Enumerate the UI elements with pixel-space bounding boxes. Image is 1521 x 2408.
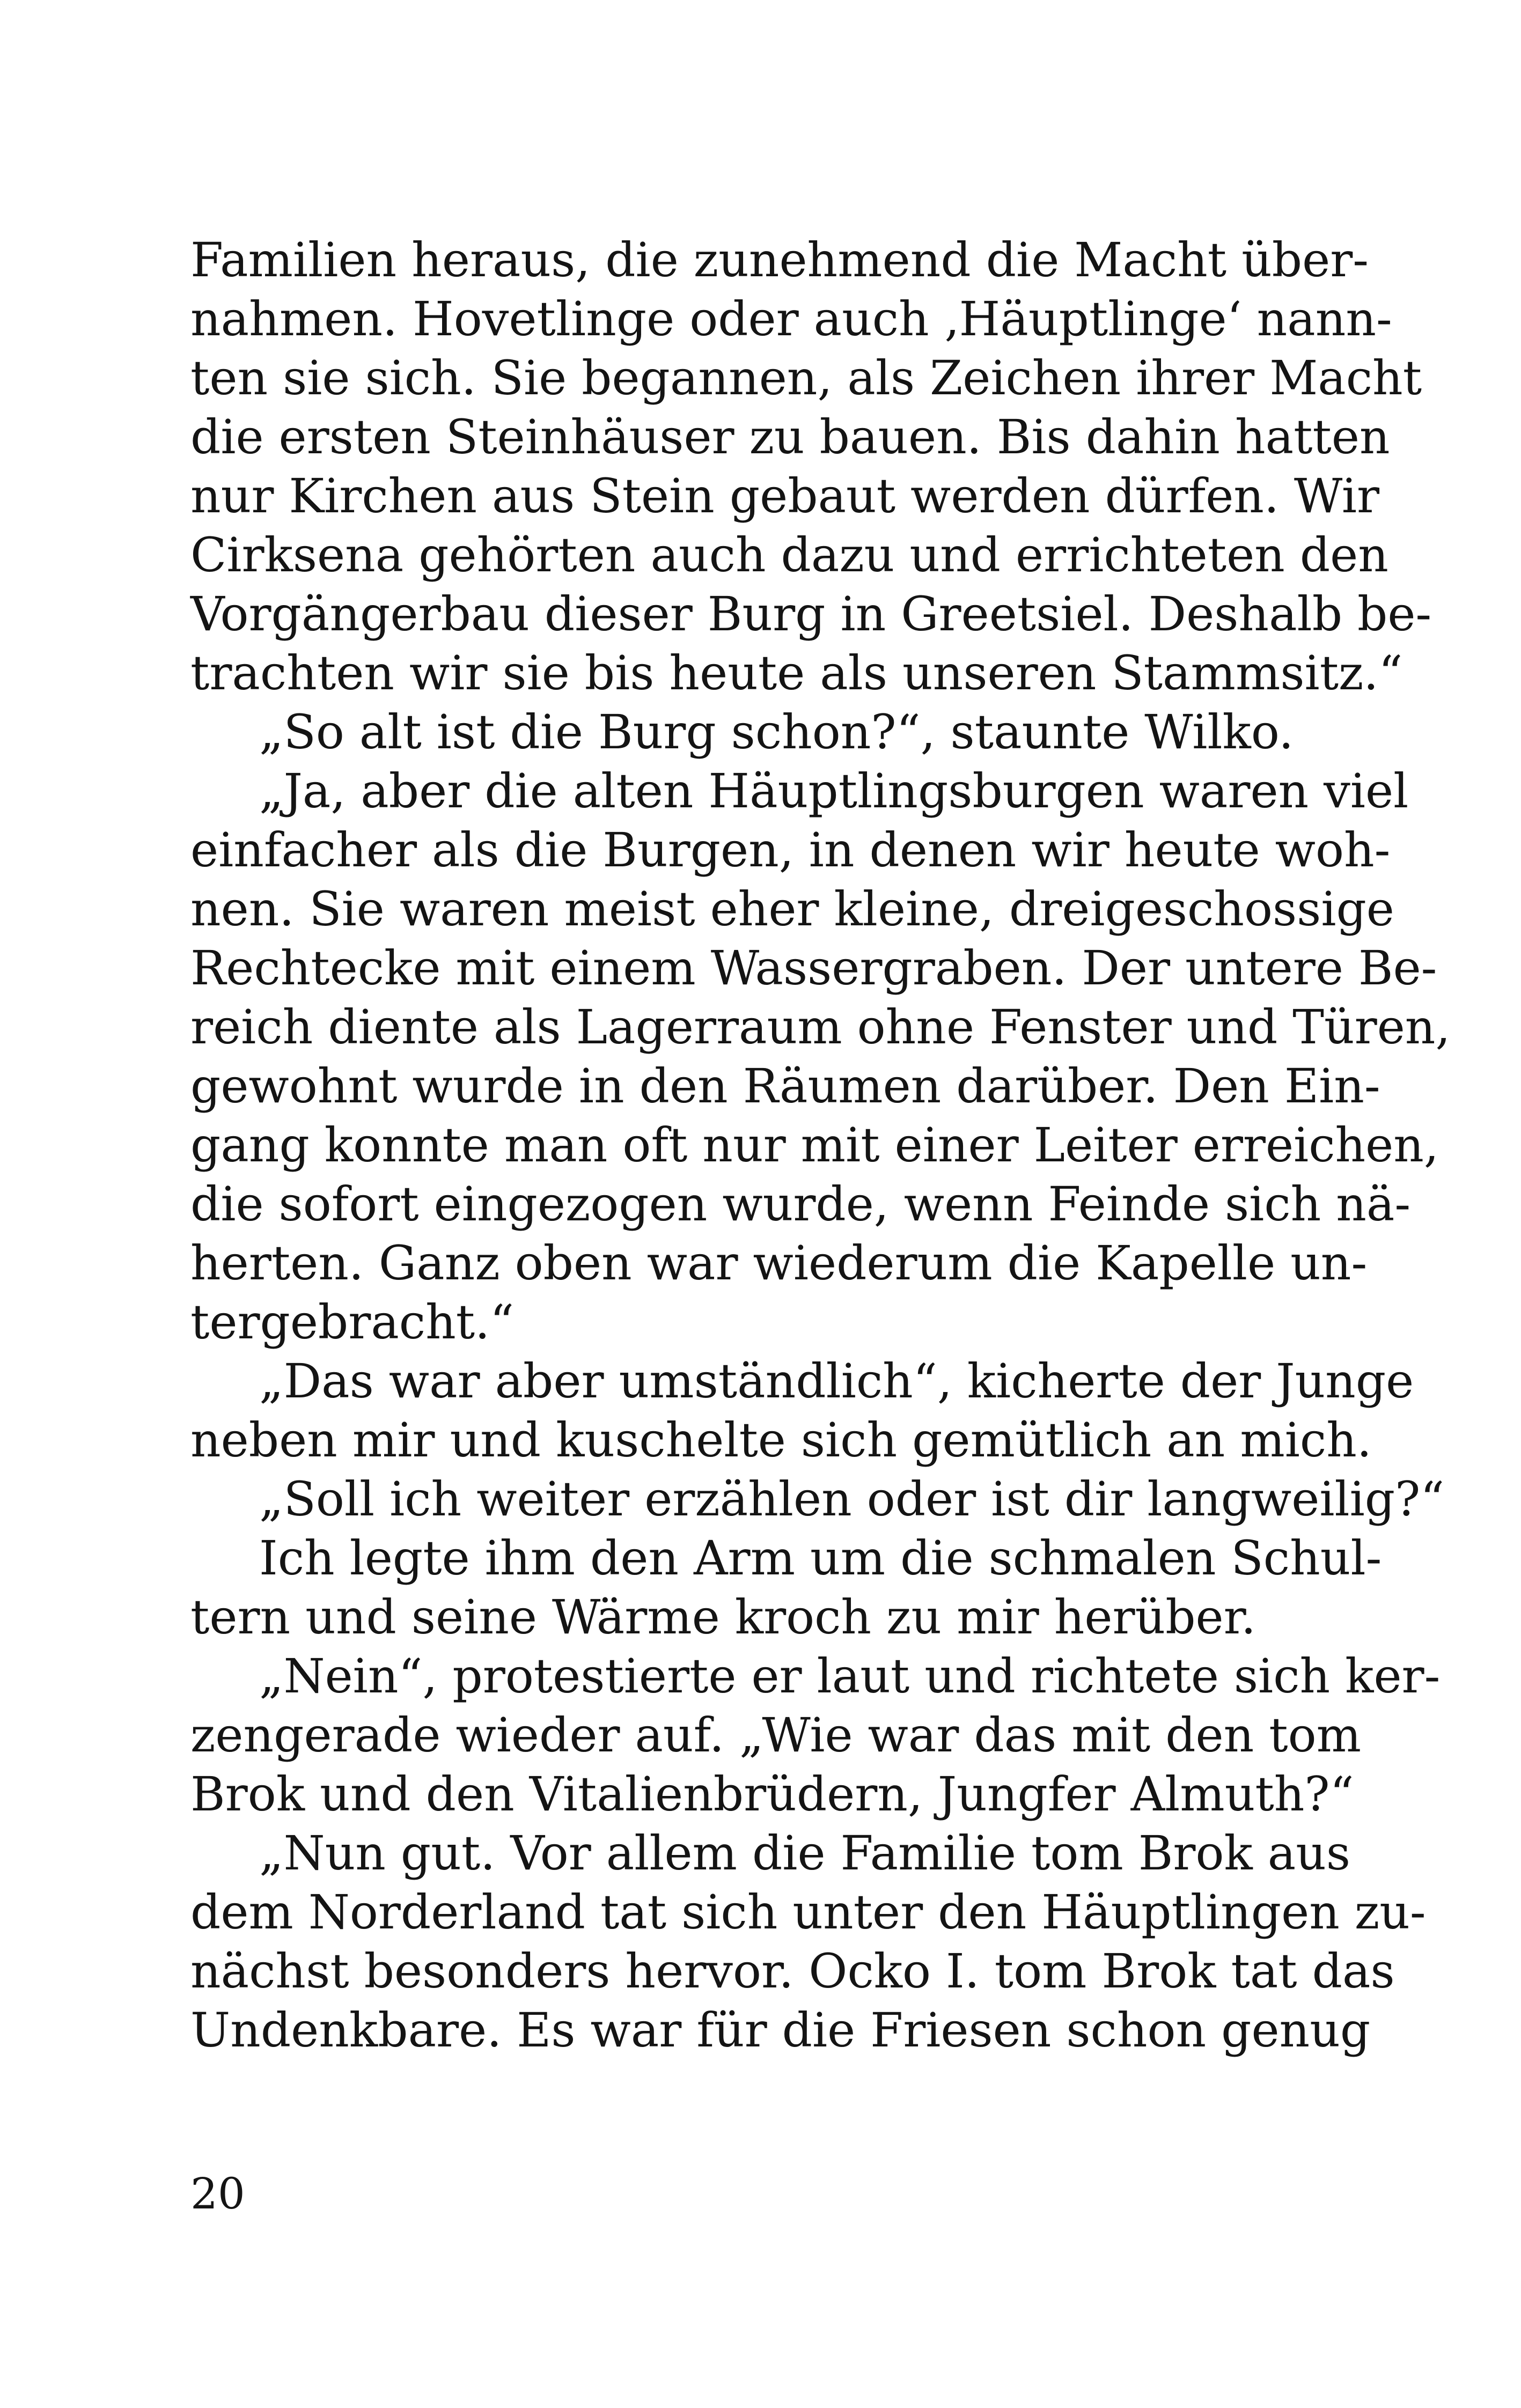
text-line: einfacher als die Burgen, in denen wir heute woh- — [190, 822, 1391, 878]
text-line: nahmen. Hovetlinge oder auch ‚Häuptlinge‘ nann- — [190, 291, 1392, 347]
text-line: tern und seine Wärme kroch zu mir herüber. — [190, 1589, 1256, 1645]
text-line: „Ja, aber die alten Häuptlingsburgen waren viel — [259, 763, 1409, 819]
text-line: gewohnt wurde in den Räumen darüber. Den Ein- — [190, 1058, 1380, 1114]
text-line: „Das war aber umständlich“, kicherte der Junge — [259, 1353, 1414, 1409]
text-line: nächst besonders hervor. Ocko I. tom Brok tat das — [190, 1943, 1395, 1999]
text-line: „Soll ich weiter erzählen oder ist dir langweilig?“ — [259, 1471, 1445, 1527]
body-text — [190, 231, 1451, 2060]
page-number: 20 — [190, 2169, 245, 2219]
text-line: reich diente als Lagerraum ohne Fenster und Türen, — [190, 999, 1451, 1055]
text-line: die sofort eingezogen wurde, wenn Feinde sich nä- — [190, 1176, 1411, 1232]
text-line: tergebracht.“ — [190, 1294, 515, 1350]
text-line: Brok und den Vitalienbrüdern, Jungfer Almuth?“ — [190, 1766, 1354, 1822]
text-line: dem Norderland tat sich unter den Häuptlingen zu- — [190, 1884, 1426, 1940]
text-line: ten sie sich. Sie begannen, als Zeichen ihrer Macht — [190, 350, 1422, 406]
text-line: Familien heraus, die zunehmend die Macht über- — [190, 232, 1369, 288]
text-line: Undenkbare. Es war für die Friesen schon genug — [190, 2002, 1371, 2058]
text-line: „Nun gut. Vor allem die Familie tom Brok aus — [259, 1825, 1351, 1881]
text-line: „Nein“, protestierte er laut und richtete sich ker- — [259, 1648, 1441, 1704]
text-line: Vorgängerbau dieser Burg in Greetsiel. Deshalb be- — [190, 586, 1432, 642]
text-line: nen. Sie waren meist eher kleine, dreigeschossige — [190, 881, 1394, 937]
text-line: Ich legte ihm den Arm um die schmalen Schul- — [259, 1530, 1382, 1586]
text-line: trachten wir sie bis heute als unseren Stammsitz.“ — [190, 645, 1403, 701]
text-line: herten. Ganz oben war wiederum die Kapelle un- — [190, 1235, 1368, 1291]
text-line: Rechtecke mit einem Wassergraben. Der untere Be- — [190, 940, 1437, 996]
text-line: zengerade wieder auf. „Wie war das mit den tom — [190, 1707, 1362, 1763]
text-line: Cirksena gehörten auch dazu und errichteten den — [190, 527, 1388, 583]
text-line: neben mir und kuschelte sich gemütlich an mich. — [190, 1412, 1372, 1468]
text-line: nur Kirchen aus Stein gebaut werden dürfen. Wir — [190, 468, 1380, 524]
text-line: gang konnte man oft nur mit einer Leiter erreichen, — [190, 1117, 1439, 1173]
text-line: die ersten Steinhäuser zu bauen. Bis dahin hatten — [190, 409, 1390, 465]
text-line: „So alt ist die Burg schon?“, staunte Wilko. — [259, 704, 1294, 760]
